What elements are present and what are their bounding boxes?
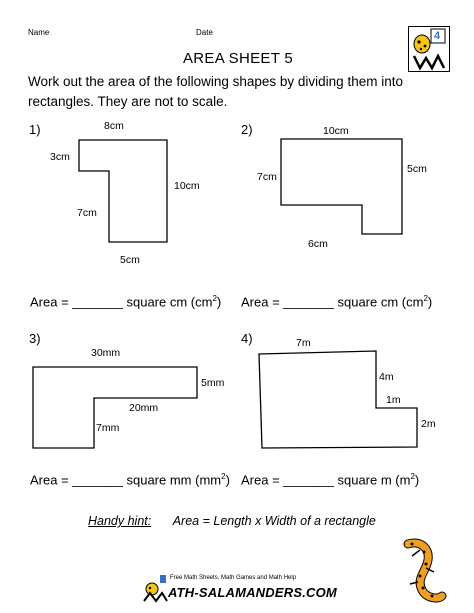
footer-logo: [142, 573, 338, 607]
problem-4-label-step: 1m: [386, 394, 401, 406]
problem-3-label-lower: 7mm: [96, 422, 120, 434]
footer-tagline: Free Math Sheets, Math Games and Math Help: [170, 575, 297, 581]
problem-4-label-upper-right: 4m: [379, 371, 394, 383]
problem-1-label-left-lower: 7cm: [77, 207, 97, 219]
hint-label: Handy hint:: [88, 514, 152, 528]
hint: [88, 514, 376, 528]
problem-4-label-top: 7m: [296, 337, 311, 349]
problem-4-label-lower-right: 2m: [421, 418, 436, 430]
problem-1-answer-suffix: ): [216, 294, 222, 310]
problem-3-answer-suffix: ): [225, 472, 230, 488]
problem-4-answer-prefix: Area = _______ square m (m: [241, 472, 411, 488]
shape-3: [33, 367, 197, 448]
problem-1-number: 1): [29, 122, 41, 137]
problem-2-answer-prefix: Area = _______ square cm (cm: [241, 294, 424, 310]
instructions-line-2: rectangles. They are not to scale.: [28, 94, 228, 109]
problem-4-answer-suffix: ): [414, 472, 420, 488]
problem-1-label-top: 8cm: [104, 120, 124, 132]
problem-2-answer-suffix: ): [427, 294, 433, 310]
shape-1: [79, 140, 167, 242]
name-label: Name: [28, 28, 50, 37]
problem-1-label-left-top: 3cm: [50, 151, 70, 163]
problem-3-label-right: 5mm: [201, 377, 225, 389]
problem-2-answer-sup: 2: [423, 294, 428, 303]
problem-1-label-right: 10cm: [174, 180, 200, 192]
problem-2-label-top: 10cm: [323, 125, 349, 137]
grade-number: 4: [434, 30, 441, 42]
problem-3-label-top: 30mm: [91, 347, 121, 359]
date-label: Date: [196, 28, 213, 37]
salamander-illustration: [398, 538, 448, 608]
problem-2-label-right: 5cm: [407, 163, 427, 175]
footer-site-name: ATH-SALAMANDERS.COM: [168, 585, 337, 600]
problem-1-answer-prefix: Area = _______ square cm (cm: [30, 294, 213, 310]
problem-2-number: 2): [241, 122, 253, 137]
problem-4-answer-sup: 2: [410, 472, 415, 481]
problem-2-label-bottom: 6cm: [308, 238, 328, 250]
problem-2-answer: [241, 294, 432, 309]
page-title: AREA SHEET 5: [183, 50, 294, 67]
problem-3-answer-sup: 2: [221, 472, 226, 481]
footer-blue-mark: [160, 575, 166, 583]
problem-3-answer: [30, 472, 230, 487]
problem-4-answer: [241, 472, 419, 487]
hint-text: Area = Length x Width of a rectangle: [172, 514, 376, 528]
problem-3-label-inner: 20mm: [129, 402, 159, 414]
instructions-line-1: Work out the area of the following shapes by dividing them into: [28, 74, 403, 89]
problem-3-answer-prefix: Area = _______ square mm (mm: [30, 472, 222, 488]
problem-2-label-left: 7cm: [257, 171, 277, 183]
problem-1-label-bottom: 5cm: [120, 254, 140, 266]
problem-1-answer-sup: 2: [212, 294, 217, 303]
problem-1-answer: [30, 294, 221, 309]
problem-3-number: 3): [29, 331, 41, 346]
shape-2: [281, 139, 402, 234]
problem-4-number: 4): [241, 331, 253, 346]
